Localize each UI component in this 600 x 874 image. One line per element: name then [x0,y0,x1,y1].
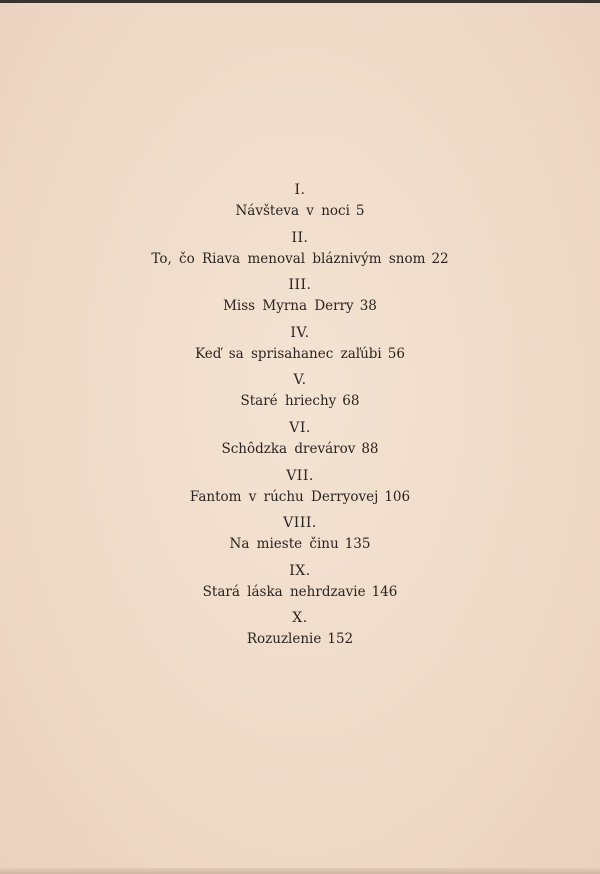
chapter-line [0,200,600,222]
chapter-title: Fantom v rúchu Derryovej [189,488,379,505]
chapter-title: Návšteva v noci [235,203,350,219]
chapter-title: Rozuzlenie [246,631,322,648]
chapter-title: Stará láska nehrdzavie [202,583,366,600]
chapter-line [0,581,600,603]
chapter-title: To, čo Riava menoval bláznivým snom [151,250,426,267]
chapter-page-number: 38 [359,298,377,315]
chapter-page-number: 146 [371,583,398,600]
chapter-numeral: IX. [289,562,311,579]
toc-entry [0,228,600,276]
toc-entry [0,561,600,609]
chapter-line [0,295,600,317]
table-of-contents [0,180,600,656]
chapter-page-number: 56 [387,345,405,362]
chapter-numeral: IV. [290,324,310,341]
chapter-title: Na mieste činu [229,536,339,553]
chapter-line [0,343,600,365]
chapter-page-number: 5 [355,203,365,219]
chapter-title: Staré hriechy [240,393,337,410]
chapter-page-number: 88 [361,440,379,457]
chapter-page-number: 135 [344,536,371,553]
chapter-line [0,628,600,650]
chapter-numeral: VII. [286,467,314,484]
page-bottom-edge [0,868,600,874]
toc-entry [0,370,600,418]
chapter-title: Miss Myrna Derry [223,298,354,315]
chapter-page-number: 152 [327,631,354,648]
toc-entry [0,418,600,466]
chapter-numeral: V. [293,372,307,389]
toc-entry [0,180,600,228]
toc-entry [0,608,600,656]
chapter-numeral: I. [294,182,306,198]
chapter-line [0,248,600,270]
chapter-line [0,390,600,412]
chapter-line [0,438,600,460]
chapter-page-number: 68 [342,393,360,410]
chapter-numeral: VIII. [283,515,317,532]
toc-entry [0,323,600,371]
toc-entry [0,275,600,323]
chapter-numeral: II. [291,229,309,246]
chapter-line [0,533,600,555]
chapter-numeral: VI. [289,419,311,436]
toc-entry [0,466,600,514]
chapter-title: Schôdzka drevárov [221,440,356,457]
chapter-page-number: 22 [431,250,449,267]
chapter-line [0,486,600,508]
chapter-page-number: 106 [384,488,411,505]
chapter-title: Keď sa sprisahanec zaľúbi [195,345,382,362]
chapter-numeral: III. [288,277,312,294]
toc-entry [0,513,600,561]
chapter-numeral: X. [292,610,308,627]
